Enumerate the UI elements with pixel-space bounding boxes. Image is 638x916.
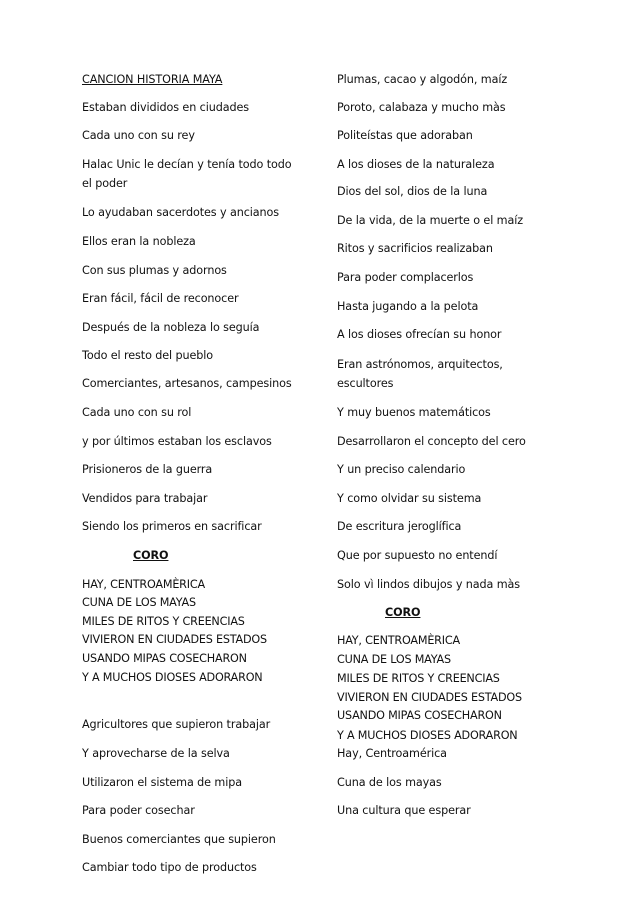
chorus-line: Y A MUCHOS DIOSES ADORARON	[337, 729, 518, 742]
lyric-line: el poder	[82, 177, 128, 190]
lyric-line: y por últimos estaban los esclavos	[82, 435, 272, 448]
lyric-line: A los dioses ofrecían su honor	[337, 328, 502, 341]
lyric-line: Poroto, calabaza y mucho màs	[337, 101, 506, 114]
chorus-line: CUNA DE LOS MAYAS	[337, 653, 451, 666]
lyric-line: Desarrollaron el concepto del cero	[337, 435, 526, 448]
lyric-line: Utilizaron el sistema de mipa	[82, 776, 242, 789]
lyric-line: Lo ayudaban sacerdotes y ancianos	[82, 206, 279, 219]
lyric-line: Plumas, cacao y algodón, maíz	[337, 73, 508, 86]
chorus-line: VIVIERON EN CIUDADES ESTADOS	[337, 691, 522, 704]
lyric-line: Hay, Centroamérica	[337, 747, 447, 760]
chorus-line: HAY, CENTROAMÈRICA	[82, 578, 205, 591]
lyric-line: De la vida, de la muerte o el maíz	[337, 214, 524, 227]
lyric-line: Para poder cosechar	[82, 804, 195, 817]
lyric-line: Que por supuesto no entendí	[337, 549, 498, 562]
lyric-line: Prisioneros de la guerra	[82, 463, 213, 476]
chorus-line: USANDO MIPAS COSECHARON	[337, 709, 502, 722]
lyric-line: Solo vì lindos dibujos y nada màs	[337, 578, 521, 591]
chorus-line: VIVIERON EN CIUDADES ESTADOS	[82, 633, 267, 646]
lyric-line: Cuna de los mayas	[337, 776, 442, 789]
lyric-line: escultores	[337, 377, 394, 390]
lyric-line: Eran fácil, fácil de reconocer	[82, 292, 239, 305]
lyric-line: Halac Unic le decían y tenía todo todo	[82, 158, 292, 171]
lyric-line: Agricultores que supieron trabajar	[82, 718, 271, 731]
lyric-line: Y aprovecharse de la selva	[82, 747, 230, 760]
chorus-heading: CORO	[133, 549, 169, 562]
lyric-line: Politeístas que adoraban	[337, 129, 473, 142]
lyric-line: Eran astrónomos, arquitectos,	[337, 358, 503, 371]
lyric-line: Hasta jugando a la pelota	[337, 300, 479, 313]
lyric-line: Ellos eran la nobleza	[82, 235, 196, 248]
lyric-line: Comerciantes, artesanos, campesinos	[82, 377, 292, 390]
lyric-line: Y como olvidar su sistema	[337, 492, 482, 505]
lyric-line: Una cultura que esperar	[337, 804, 471, 817]
lyric-line: Dios del sol, dios de la luna	[337, 185, 488, 198]
lyric-line: A los dioses de la naturaleza	[337, 158, 495, 171]
lyric-line: De escritura jeroglífica	[337, 520, 462, 533]
chorus-line: MILES DE RITOS Y CREENCIAS	[337, 672, 500, 685]
lyric-line: Todo el resto del pueblo	[82, 349, 214, 362]
lyric-line: Para poder complacerlos	[337, 271, 474, 284]
lyric-line: Cambiar todo tipo de productos	[82, 861, 257, 874]
lyric-line: Estaban divididos en ciudades	[82, 101, 249, 114]
chorus-line: CUNA DE LOS MAYAS	[82, 596, 196, 609]
chorus-line: HAY, CENTROAMÈRICA	[337, 634, 460, 647]
chorus-heading: CORO	[385, 606, 421, 619]
lyric-line: Siendo los primeros en sacrificar	[82, 520, 262, 533]
lyric-line: Después de la nobleza lo seguía	[82, 321, 260, 334]
lyric-line: Con sus plumas y adornos	[82, 264, 227, 277]
chorus-line: USANDO MIPAS COSECHARON	[82, 652, 247, 665]
lyric-line: Buenos comerciantes que supieron	[82, 833, 276, 846]
lyric-line: Ritos y sacrificios realizaban	[337, 242, 493, 255]
lyric-line: Cada uno con su rey	[82, 129, 195, 142]
song-title: CANCION HISTORIA MAYA	[82, 73, 223, 86]
chorus-line: Y A MUCHOS DIOSES ADORARON	[82, 671, 263, 684]
lyric-line: Y un preciso calendario	[337, 463, 466, 476]
lyric-line: Cada uno con su rol	[82, 406, 192, 419]
lyric-line: Y muy buenos matemáticos	[337, 406, 491, 419]
lyric-line: Vendidos para trabajar	[82, 492, 208, 505]
chorus-line: MILES DE RITOS Y CREENCIAS	[82, 615, 245, 628]
